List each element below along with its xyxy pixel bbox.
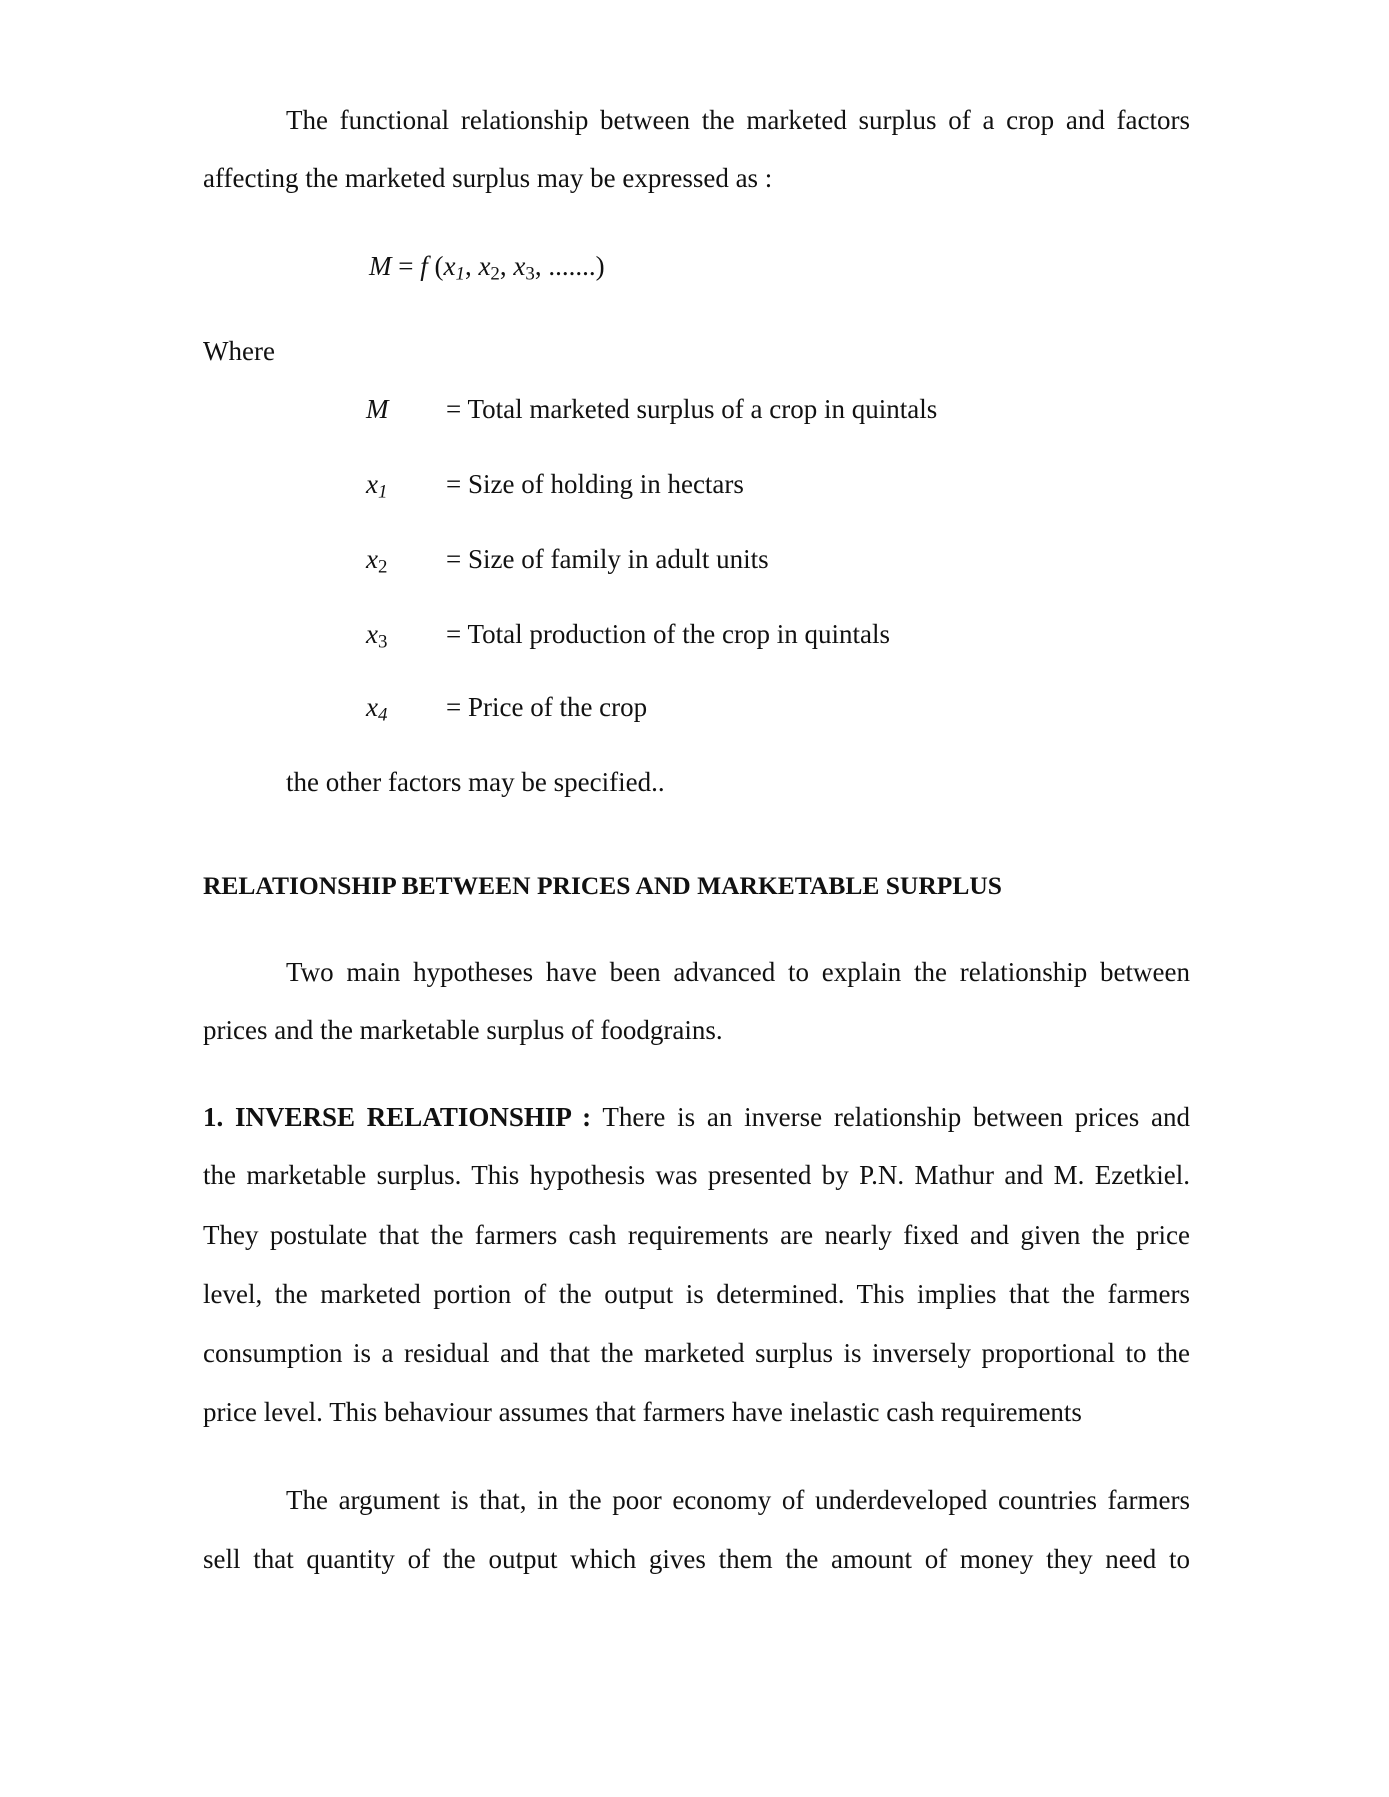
definition-text: = Total production of the crop in quintals xyxy=(446,619,891,649)
inverse-relationship-label: 1. INVERSE RELATIONSHIP : xyxy=(203,1102,592,1132)
paragraph-3-line-3: They postulate that the farmers cash requirements are nearly fixed and given the price xyxy=(203,1220,1190,1250)
definition-text: = Total marketed surplus of a crop in quintals xyxy=(446,394,938,424)
equation-lhs: M xyxy=(369,251,392,281)
equation-x1: x xyxy=(443,251,456,281)
paragraph-4-line-1: The argument is that, in the poor economy of underdeveloped countries farmers xyxy=(286,1485,1190,1515)
paragraph-1-line-1: The functional relationship between the marketed surplus of a crop and factors xyxy=(286,105,1190,135)
paragraph-3-line-1-text: There is an inverse relationship between prices and xyxy=(591,1102,1190,1132)
equation-tail: , .......) xyxy=(534,251,605,281)
equation-equals: = xyxy=(391,251,421,281)
paragraph-3-line-6: price level. This behaviour assumes that farmers have inelastic cash requirements xyxy=(203,1397,1082,1427)
equation-x2-sub: 2 xyxy=(490,263,500,285)
equation-x1-sub: 1 xyxy=(455,263,465,285)
definition-symbol xyxy=(366,691,387,732)
equation-x2: x xyxy=(478,251,491,281)
symbol-subscript: 1 xyxy=(377,481,388,503)
paragraph-3-line-2: the marketable surplus. This hypothesis was presented by P.N. Mathur and M. Ezetkiel. xyxy=(203,1160,1190,1190)
definition-symbol xyxy=(366,543,387,584)
paragraph-2-line-2: prices and the marketable surplus of foodgrains. xyxy=(203,1015,723,1045)
equation-open-paren: ( xyxy=(427,251,444,281)
definition-symbol xyxy=(366,468,387,509)
equation xyxy=(369,250,605,291)
paragraph-4-line-2: sell that quantity of the output which gives them the amount of money they need to xyxy=(203,1544,1190,1574)
definition-text: = Size of family in adult units xyxy=(446,544,769,574)
paragraph-3-line-4: level, the marketed portion of the output is determined. This implies that the farmers xyxy=(203,1279,1190,1309)
symbol-text: x xyxy=(366,619,378,649)
equation-separator: , xyxy=(464,251,479,281)
symbol-text: x xyxy=(366,692,378,722)
symbol-text: x xyxy=(366,544,378,574)
paragraph-2-line-1: Two main hypotheses have been advanced to explain the relationship between xyxy=(286,957,1190,987)
equation-function: f xyxy=(420,251,428,281)
symbol-text: M xyxy=(366,394,389,424)
symbol-subscript: 3 xyxy=(377,631,388,653)
definition-text: = Size of holding in hectars xyxy=(446,469,744,499)
symbol-text: x xyxy=(366,469,378,499)
definition-text: = Price of the crop xyxy=(446,692,648,722)
where-label: Where xyxy=(203,336,275,366)
other-factors-note: the other factors may be specified.. xyxy=(286,767,665,797)
section-heading: RELATIONSHIP BETWEEN PRICES AND MARKETABLE SURPLUS xyxy=(203,871,1002,900)
paragraph-1-line-2: affecting the marketed surplus may be expressed as : xyxy=(203,163,773,193)
paragraph-3-line-5: consumption is a residual and that the marketed surplus is inversely proportional to the xyxy=(203,1338,1190,1368)
definition-symbol xyxy=(366,618,387,659)
equation-x3: x xyxy=(513,251,526,281)
equation-x3-sub: 3 xyxy=(525,263,535,285)
symbol-subscript: 2 xyxy=(377,556,388,578)
definition-symbol xyxy=(366,393,389,425)
symbol-subscript: 4 xyxy=(377,704,388,726)
paragraph-3-line-1 xyxy=(203,1101,1190,1133)
equation-separator: , xyxy=(499,251,514,281)
